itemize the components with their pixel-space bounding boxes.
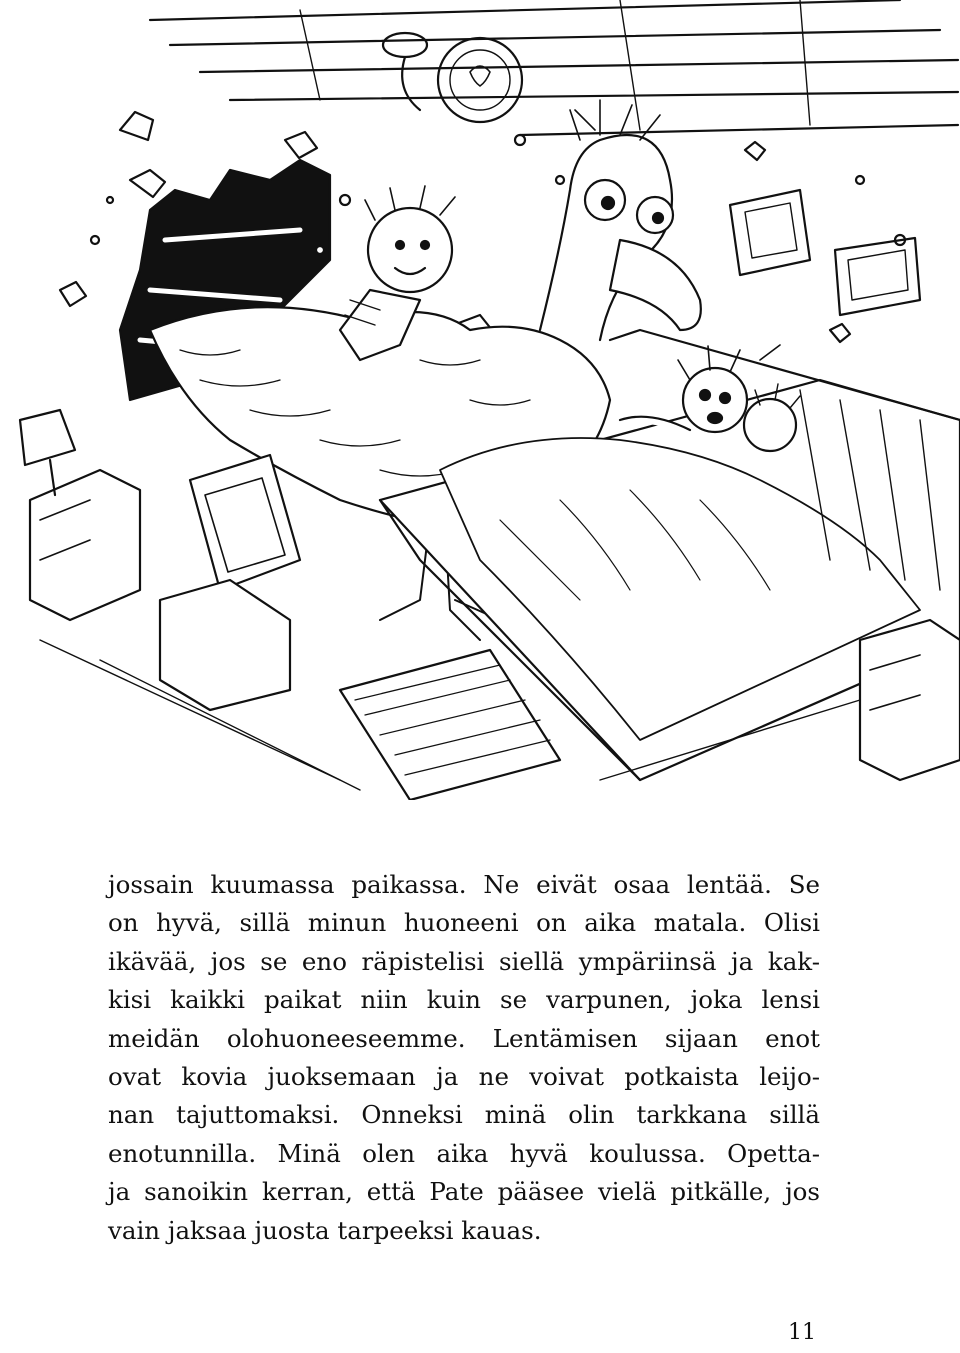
wall-picture-frames bbox=[730, 190, 920, 315]
text-line: ja sanoikin kerran, että Pate pääsee vielä pitkälle, jos bbox=[108, 1177, 820, 1207]
text-line: jossain kuumassa paikassa. Ne eivät osaa lentää. Se bbox=[108, 870, 820, 899]
text-line: nan tajuttomaksi. Onneksi minä olin tarkkana sillä bbox=[108, 1100, 820, 1130]
ceiling-planks bbox=[150, 0, 958, 135]
rug bbox=[340, 650, 560, 800]
text-line: meidän olohuoneeseemme. Lentämisen sijaan enot bbox=[108, 1023, 820, 1053]
page-number: 11 bbox=[788, 1320, 816, 1345]
text-line: vain jaksaa juosta tarpeeksi kauas. bbox=[108, 1215, 542, 1245]
text-line: enotunnilla. Minä olen aika hyvä koulussa. Opetta- bbox=[108, 1138, 820, 1168]
text-line: ikävää, jos se eno räpistelisi siellä ympäriinsä ja kak- bbox=[108, 946, 820, 976]
ceiling-lamp bbox=[383, 33, 522, 122]
text-line: ovat kovia juoksemaan ja ne voivat potkaista leijo- bbox=[108, 1062, 820, 1092]
bedside-table-right bbox=[860, 620, 960, 780]
text-line: kisi kaikki paikat niin kuin se varpunen, joka lensi bbox=[108, 985, 820, 1015]
body-text bbox=[108, 866, 820, 1250]
text-line: on hyvä, sillä minun huoneeni on aika matala. Olisi bbox=[108, 908, 820, 938]
bedside-table-left bbox=[20, 410, 140, 620]
old-tv bbox=[160, 455, 300, 710]
